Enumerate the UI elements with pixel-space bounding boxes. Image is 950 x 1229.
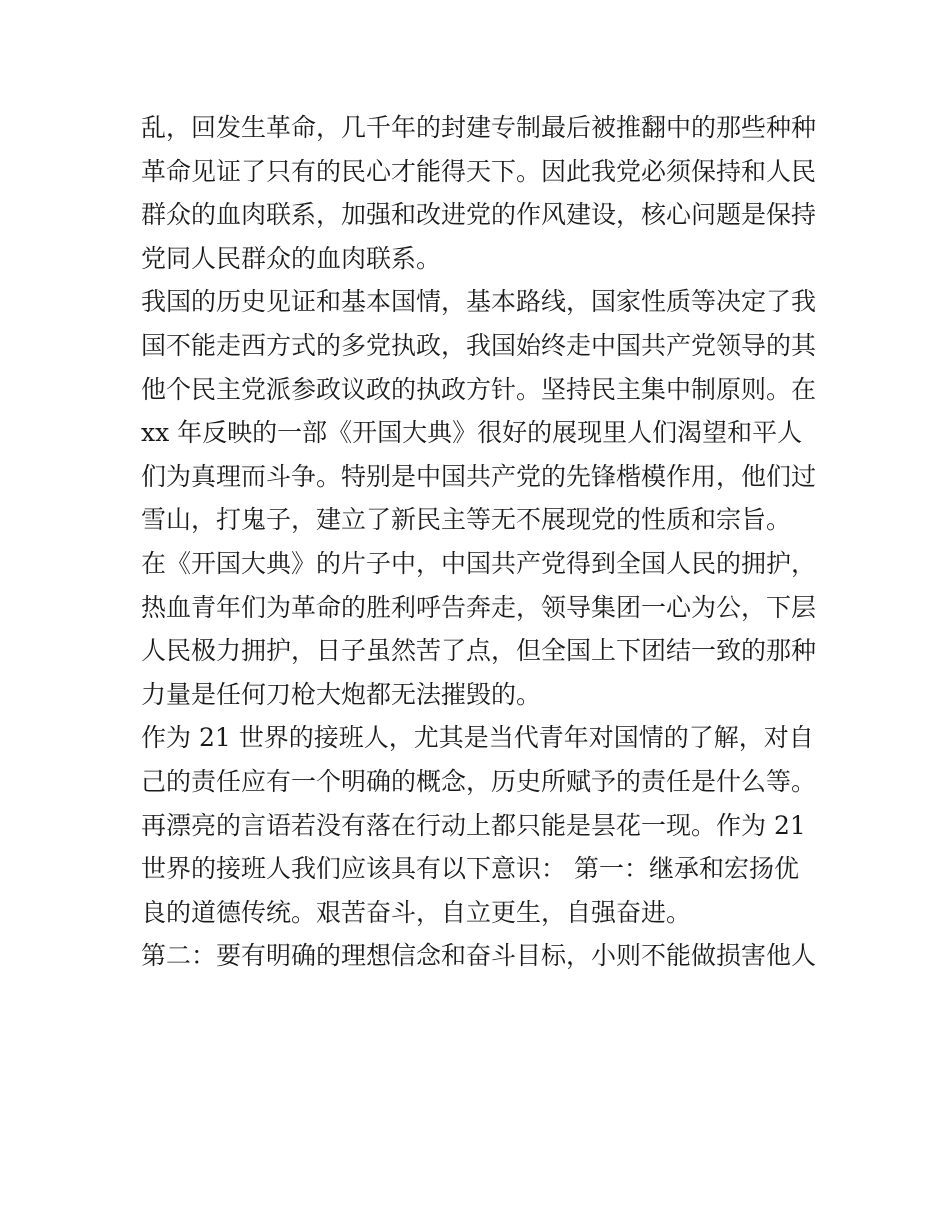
text-line: 热血青年们为革命的胜利呼告奔走，领导集团一心为公，下层: [141, 592, 817, 622]
text-line: 群众的血肉联系，加强和改进党的作风建设，核心问题是保持: [141, 200, 817, 230]
text-line: 他个民主党派参政议政的执政方针。坚持民主集中制原则。在: [141, 374, 817, 404]
text-line: 己的责任应有一个明确的概念，历史所赋予的责任是什么等。: [141, 766, 817, 796]
text-line: 良的道德传统。艰苦奋斗，自立更生，自强奋进。: [141, 897, 692, 927]
text-line: 党同人民群众的血肉联系。: [141, 243, 442, 273]
text-line: 在《开国大典》的片子中，中国共产党得到全国人民的拥护，: [141, 548, 817, 578]
text-line: 作为 21 世界的接班人，尤其是当代青年对国情的了解，对自: [141, 723, 814, 753]
text-line: 力量是任何刀枪大炮都无法摧毁的。: [141, 679, 542, 709]
text-line: 我国的历史见证和基本国情，基本路线，国家性质等决定了我: [141, 287, 817, 317]
document-body: [141, 106, 831, 978]
text-line: 们为真理而斗争。特别是中国共产党的先锋楷模作用，他们过: [141, 461, 817, 491]
text-line: 世界的接班人我们应该具有以下意识： 第一：继承和宏扬优: [141, 854, 799, 884]
text-line: xx 年反映的一部《开国大典》很好的展现里人们渴望和平人: [141, 418, 803, 448]
text-line: 国不能走西方式的多党执政，我国始终走中国共产党领导的其: [141, 330, 817, 360]
text-line: 再漂亮的言语若没有落在行动上都只能是昙花一现。作为 21: [141, 810, 806, 840]
text-line: 雪山，打鬼子，建立了新民主等无不展现党的性质和宗旨。: [141, 505, 792, 535]
text-line: 革命见证了只有的民心才能得天下。因此我党必须保持和人民: [141, 156, 817, 186]
text-line: 人民极力拥护，日子虽然苦了点，但全国上下团结一致的那种: [141, 636, 817, 666]
text-line: 乱，回发生革命，几千年的封建专制最后被推翻中的那些种种: [141, 113, 817, 142]
text-line: 第二：要有明确的理想信念和奋斗目标，小则不能做损害他人: [141, 941, 817, 971]
